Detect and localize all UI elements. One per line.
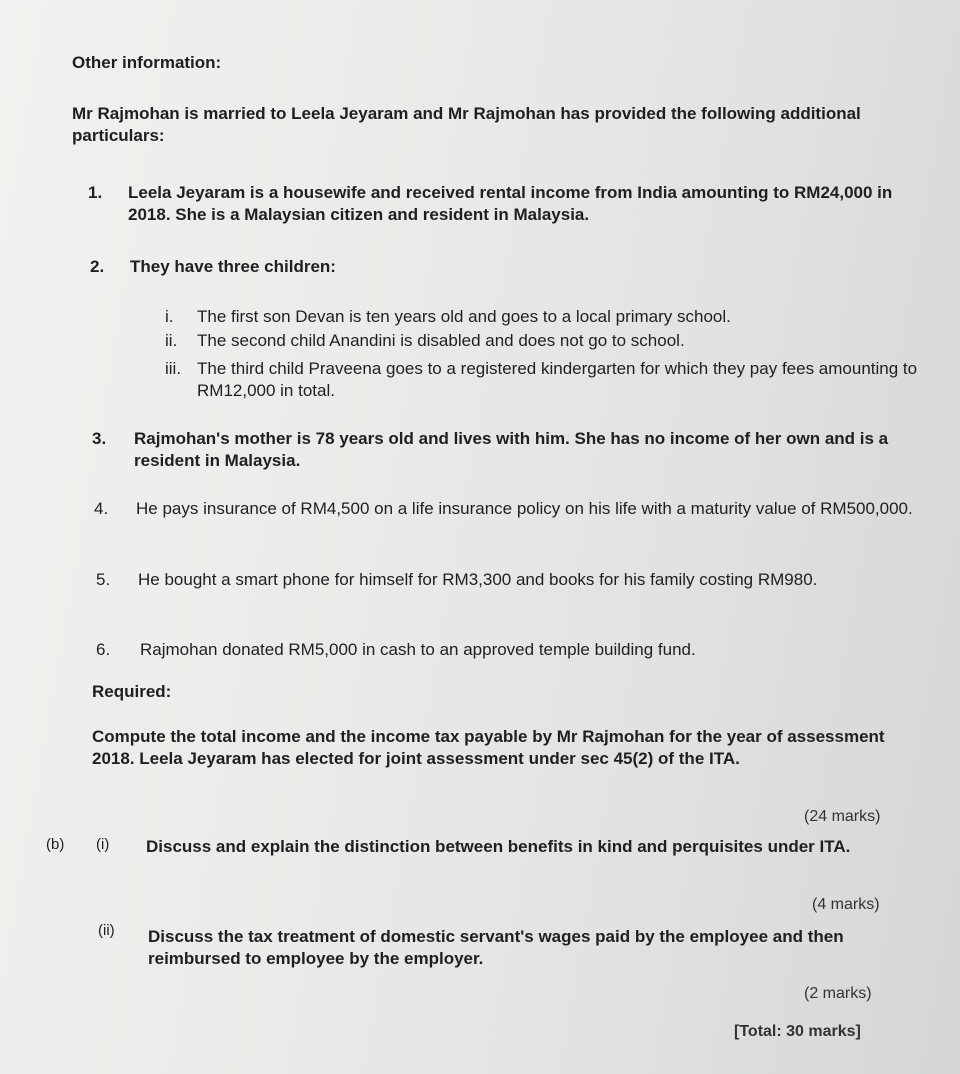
item-text: He pays insurance of RM4,500 on a life insurance policy on his life with a maturity value of RM500,000. xyxy=(136,499,913,518)
total-marks: [Total: 30 marks] xyxy=(734,1023,861,1040)
item-number: 1. xyxy=(88,183,103,202)
child-number: ii. xyxy=(165,331,178,350)
child-text: The third child Praveena goes to a registered kindergarten for which they pay fees amounting to RM12,000 in total. xyxy=(197,359,918,400)
required-label: Required: xyxy=(92,682,172,701)
item-text: Rajmohan's mother is 78 years old and lives with him. She has no income of her own and is a resident in Malaysia. xyxy=(134,429,889,470)
question-text: Discuss the tax treatment of domestic servant's wages paid by the employee and then reimbursed to employee by the employer. xyxy=(148,927,844,968)
section-heading: Other information: xyxy=(72,53,222,72)
item-text: Rajmohan donated RM5,000 in cash to an approved temple building fund. xyxy=(140,640,696,659)
required-text: Compute the total income and the income tax payable by Mr Rajmohan for the year of assessment 2018. Leela Jeyaram has elected for joint assessment under sec 45(2) of the ITA. xyxy=(92,727,885,768)
item-number: 5. xyxy=(96,570,111,589)
child-text: The second child Anandini is disabled and does not go to school. xyxy=(197,331,685,350)
item-number: 4. xyxy=(94,499,109,518)
marks-a: (24 marks) xyxy=(804,808,881,825)
item-text: Leela Jeyaram is a housewife and received rental income from India amounting to RM24,000 in 2018. She is a Malaysian citizen and resident in Malaysia. xyxy=(128,183,893,224)
item-text: He bought a smart phone for himself for RM3,300 and books for his family costing RM980. xyxy=(138,570,818,589)
question-number: (i) xyxy=(96,836,110,853)
child-text: The first son Devan is ten years old and goes to a local primary school. xyxy=(197,307,731,326)
part-b-label: (b) xyxy=(46,836,65,853)
item-number: 6. xyxy=(96,640,111,659)
child-number: i. xyxy=(165,307,174,326)
question-text: Discuss and explain the distinction between benefits in kind and perquisites under ITA. xyxy=(146,837,851,856)
intro-paragraph: Mr Rajmohan is married to Leela Jeyaram and Mr Rajmohan has provided the following additional particulars: xyxy=(72,104,861,145)
question-number: (ii) xyxy=(98,922,115,939)
item-text: They have three children: xyxy=(130,257,336,276)
marks-b-i: (4 marks) xyxy=(812,896,880,913)
marks-b-ii: (2 marks) xyxy=(804,985,872,1002)
item-number: 2. xyxy=(90,257,105,276)
child-number: iii. xyxy=(165,359,182,378)
item-number: 3. xyxy=(92,429,107,448)
